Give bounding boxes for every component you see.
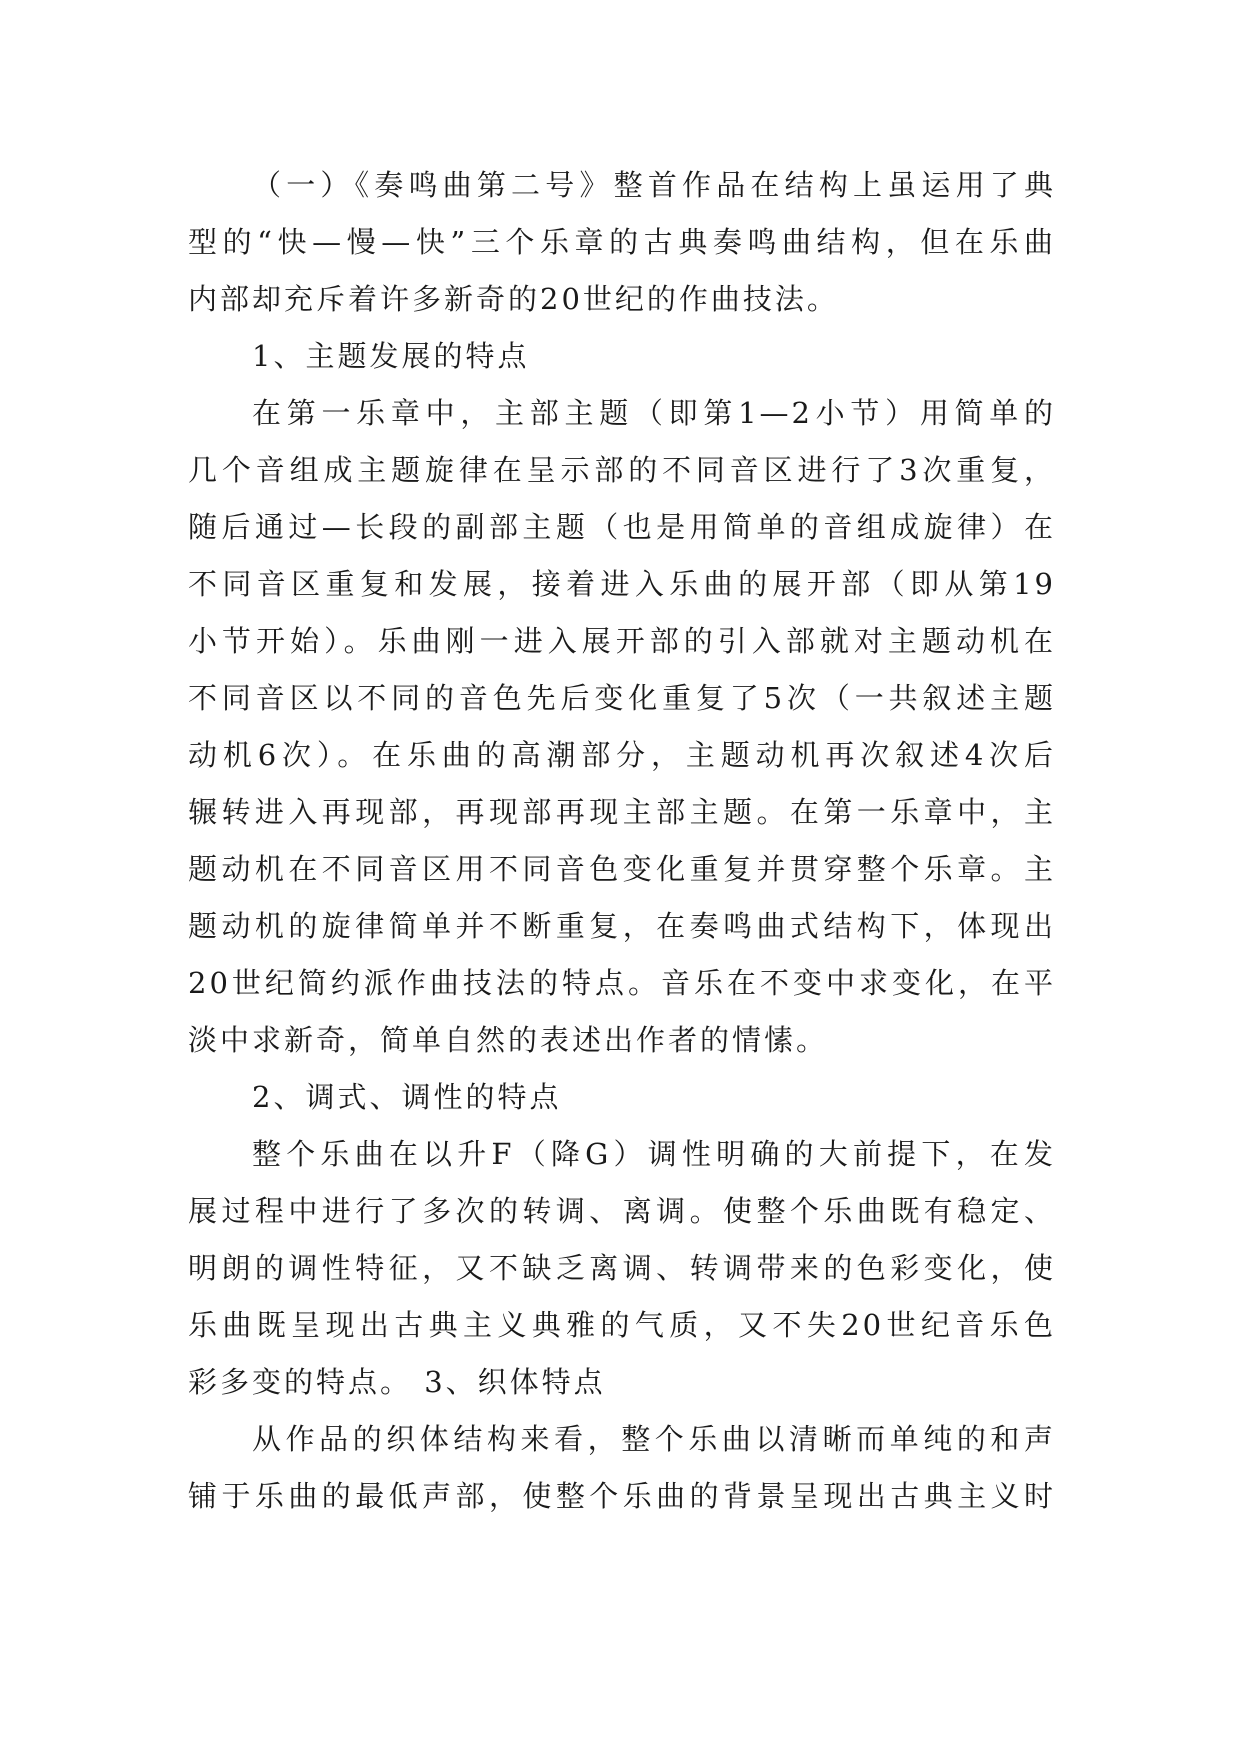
paragraph-line: 铺于乐曲的最低声部，使整个乐曲的背景呈现出古典主义时 [188, 1479, 1056, 1513]
paragraph-line: 彩多变的特点。 3、织体特点 [188, 1365, 606, 1399]
paragraph-line: 型的“快—慢—快”三个乐章的古典奏鸣曲结构，但在乐曲 [188, 225, 1056, 259]
paragraph-line: 20世纪简约派作曲技法的特点。音乐在不变中求变化，在平 [188, 966, 1056, 1000]
paragraph-line: 随后通过—长段的副部主题（也是用简单的音组成旋律）在 [188, 510, 1056, 544]
paragraph-line: 内部却充斥着许多新奇的20世纪的作曲技法。 [188, 282, 839, 316]
paragraph-line: 题动机在不同音区用不同音色变化重复并贯穿整个乐章。主 [188, 852, 1056, 886]
paragraph-line: 乐曲既呈现出古典主义典雅的气质，又不失20世纪音乐色 [188, 1308, 1056, 1342]
paragraph-line: 几个音组成主题旋律在呈示部的不同音区进行了3次重复， [188, 453, 1056, 487]
paragraph-line: 小节开始）。乐曲刚一进入展开部的引入部就对主题动机在 [188, 624, 1056, 658]
paragraph-line: 动机6次）。在乐曲的高潮部分，主题动机再次叙述4次后 [188, 738, 1056, 772]
section-heading: 1、主题发展的特点 [252, 339, 530, 373]
paragraph-line: 展过程中进行了多次的转调、离调。使整个乐曲既有稳定、 [188, 1194, 1056, 1228]
paragraph-line: 题动机的旋律简单并不断重复，在奏鸣曲式结构下，体现出 [188, 909, 1056, 943]
paragraph-line: 从作品的织体结构来看，整个乐曲以清晰而单纯的和声 [252, 1422, 1056, 1456]
paragraph-line: 明朗的调性特征，又不缺乏离调、转调带来的色彩变化，使 [188, 1251, 1056, 1285]
paragraph-line: （一）《奏鸣曲第二号》整首作品在结构上虽运用了典 [252, 168, 1056, 202]
paragraph-line: 在第一乐章中，主部主题（即第1—2小节）用简单的 [252, 396, 1056, 430]
paragraph-line: 辗转进入再现部，再现部再现主部主题。在第一乐章中，主 [188, 795, 1056, 829]
paragraph-line: 不同音区重复和发展，接着进入乐曲的展开部（即从第19 [188, 567, 1056, 601]
paragraph-line: 不同音区以不同的音色先后变化重复了5次（一共叙述主题 [188, 681, 1056, 715]
paragraph-line: 淡中求新奇，简单自然的表述出作者的情愫。 [188, 1023, 829, 1057]
body-text [188, 157, 1056, 1525]
section-heading: 2、调式、调性的特点 [252, 1080, 562, 1114]
paragraph-line: 整个乐曲在以升F（降G）调性明确的大前提下，在发 [252, 1137, 1056, 1171]
